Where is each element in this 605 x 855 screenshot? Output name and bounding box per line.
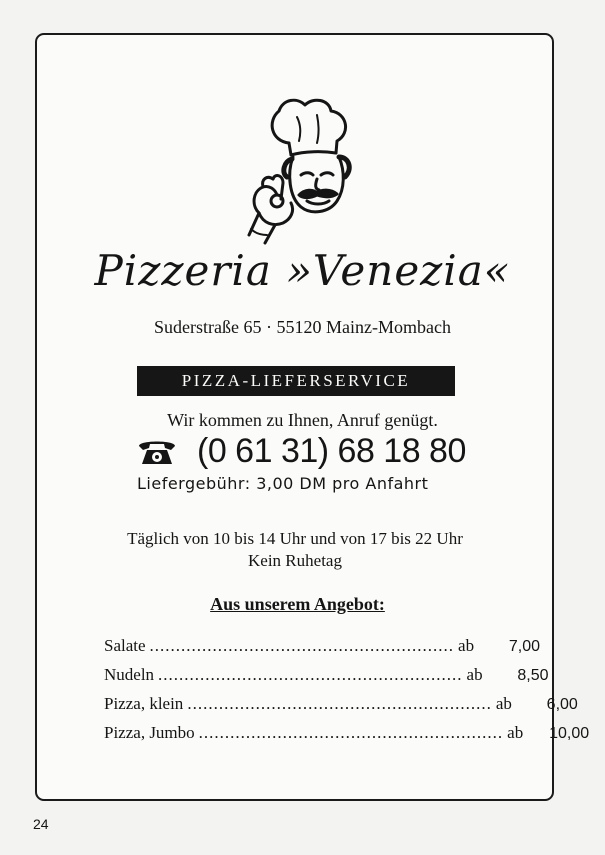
telephone-icon (137, 438, 177, 466)
restaurant-name: Pizzeria »Venezia« (94, 246, 511, 295)
dot-leader: .......................................................... (187, 694, 492, 713)
item-name: Salate (104, 636, 146, 655)
price-prefix: ab (507, 723, 524, 742)
delivery-service-banner: PIZZA-LIEFERSERVICE (137, 366, 455, 396)
restaurant-address: Suderstraße 65 · 55120 Mainz-Mombach (154, 317, 451, 337)
phone-row (137, 432, 477, 474)
item-name: Nudeln (104, 665, 155, 684)
list-item (104, 694, 578, 723)
dot-leader: .......................................................... (149, 636, 455, 655)
list-item (104, 636, 541, 665)
item-price: 8,50 (517, 667, 549, 684)
rest-day-note: Kein Ruhetag (248, 551, 342, 570)
opening-hours-line: Täglich von 10 bis 14 Uhr und von 17 bis 22 Uhr (127, 529, 463, 548)
list-item (104, 665, 549, 694)
item-price: 7,00 (508, 638, 541, 655)
chef-logo (237, 95, 359, 245)
page-number: 24 (33, 816, 49, 832)
opening-hours (0, 528, 590, 572)
dot-leader: .......................................................... (158, 665, 463, 684)
item-price: 10,00 (549, 725, 590, 742)
item-price: 6,00 (546, 696, 578, 713)
tagline: Wir kommen zu Ihnen, Anruf genügt. (167, 410, 438, 430)
item-name: Pizza, Jumbo (104, 723, 195, 742)
price-list (104, 636, 590, 752)
offer-heading: Aus unserem Angebot: (210, 594, 385, 614)
list-item (104, 723, 590, 752)
item-name: Pizza, klein (104, 694, 184, 713)
dot-leader: .......................................................... (198, 723, 504, 742)
phone-number: (0 61 31) 68 18 80 (197, 432, 466, 470)
price-prefix: ab (495, 694, 512, 713)
price-prefix: ab (458, 636, 475, 655)
delivery-fee: Liefergebühr: 3,00 DM pro Anfahrt (137, 474, 429, 493)
price-prefix: ab (466, 665, 483, 684)
